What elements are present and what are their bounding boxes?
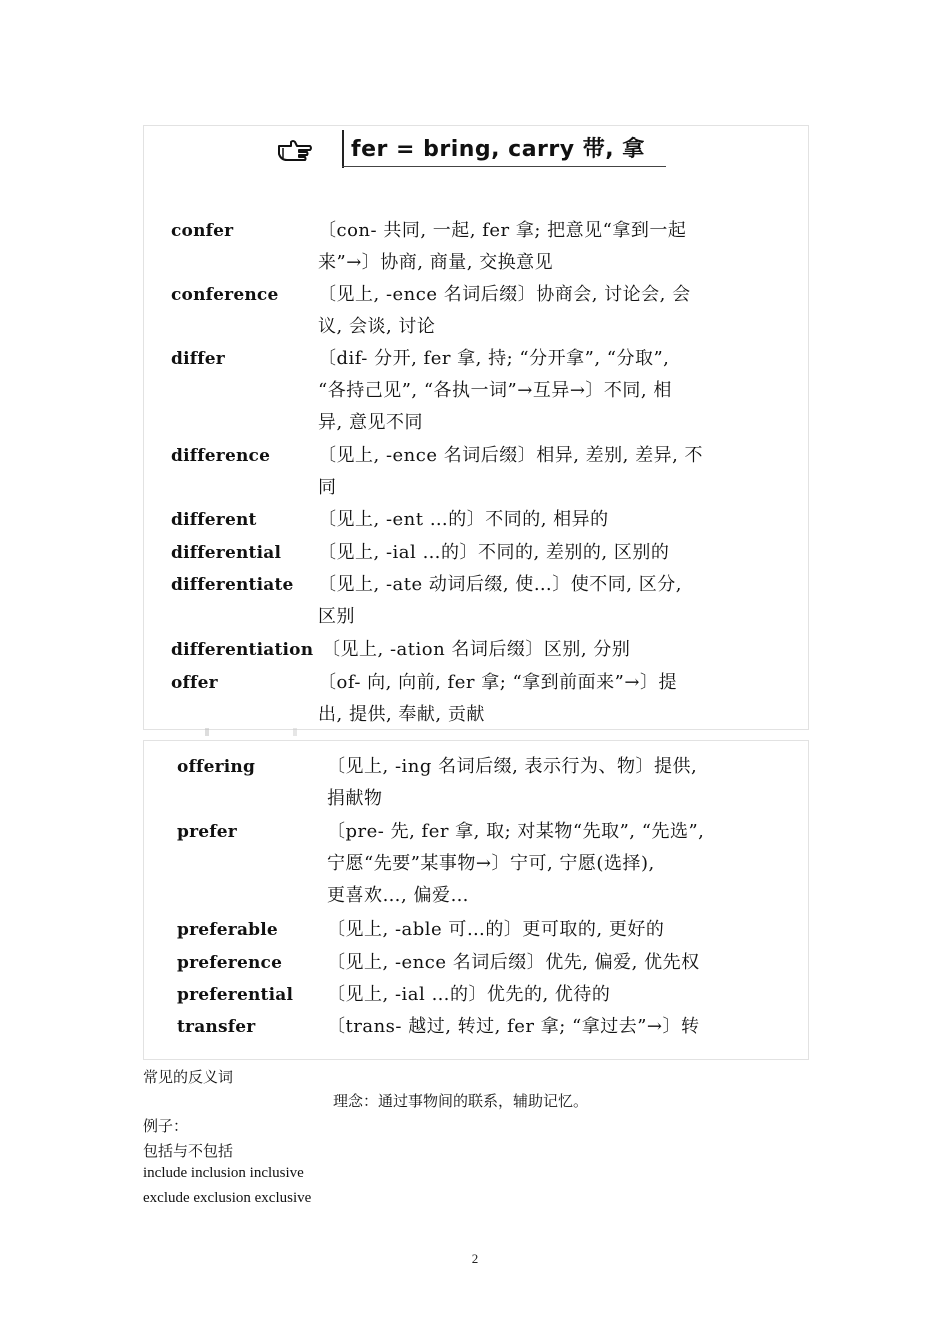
dictionary-scan-bottom [143,740,809,1060]
dictionary-scan-top [143,125,809,730]
entry-definition: 〔见上, -ence 名词后缀〕优先, 偏爱, 优先权 [327,952,700,973]
entry-definition: 〔见上, -ial …的〕优先的, 优待的 [327,984,611,1005]
entry-definition: 〔见上, -ence 名词后缀〕协商会, 讨论会, 会 议, 会谈, 讨论 [318,284,691,337]
entry-word: differ [171,349,225,369]
entry-definition: 〔见上, -ation 名词后缀〕区别, 分别 [322,639,631,660]
page-number: 2 [471,1251,479,1266]
entry-word: differential [171,543,282,563]
entry-word: differentiate [171,575,294,595]
section-title: 常见的反义词 [143,1070,234,1086]
example-label: 例子： [143,1119,189,1135]
entry-definition: 〔见上, -ial …的〕不同的, 差别的, 区别的 [318,542,670,563]
entry-word: offering [177,757,256,777]
header-title: fer = bring, carry 带, 拿 [351,137,645,162]
entry-word: differentiation [171,640,314,660]
entry-word: conference [171,285,279,305]
entry-definition: 〔of- 向, 向前, fer 拿; “拿到前面来”→〕提 出, 提供, 奉献, 贡献 [318,672,677,725]
entry-word: different [171,510,257,530]
entry-definition: 〔见上, -ence 名词后缀〕相异, 差别, 差异, 不 同 [318,445,704,498]
entry-definition: 〔con- 共同, 一起, fer 拿; 把意见“拿到一起 来”→〕协商, 商量, 交换意见 [318,220,687,273]
entry-word: preference [177,953,283,973]
entry-word: transfer [177,1017,256,1037]
entry-definition: 〔pre- 先, fer 拿, 取; 对某物“先取”, “先选”, 宁愿“先要”某事物→〕宁可, 宁愿(选择), 更喜欢…, 偏爱… [327,821,705,906]
concept-text: 理念：通过事物间的联系，辅助记忆。 [333,1094,589,1110]
entry-definition: 〔见上, -ing 名词后缀, 表示行为、物〕提供, 捐献物 [327,756,698,809]
entry-word: difference [171,446,271,466]
entry-word: preferable [177,920,278,940]
entry-definition: 〔见上, -ate 动词后缀, 使…〕使不同, 区分, 区别 [318,574,682,627]
entry-word: preferential [177,985,294,1005]
example-title: 包括与不包括 [143,1144,234,1160]
entry-definition: 〔trans- 越过, 转过, fer 拿; “拿过去”→〕转 [327,1016,700,1037]
header-bar [342,130,344,168]
example-line-exclude: exclude exclusion exclusive [143,1190,312,1206]
scan-artifact [173,728,573,736]
entry-word: confer [171,221,234,241]
example-line-include: include inclusion inclusive [143,1165,304,1181]
root-header [144,126,808,176]
header-underline [342,166,666,167]
entry-definition: 〔见上, -ent …的〕不同的, 相异的 [318,509,609,530]
entry-word: offer [171,673,218,693]
entry-definition: 〔dif- 分开, fer 拿, 持; “分开拿”, “分取”, “各持己见”, “各执一词”→互异→〕不同, 相 异, 意见不同 [318,348,672,433]
entry-word: prefer [177,822,237,842]
entry-definition: 〔见上, -able 可…的〕更可取的, 更好的 [327,919,665,940]
pointing-hand-icon [277,136,313,164]
